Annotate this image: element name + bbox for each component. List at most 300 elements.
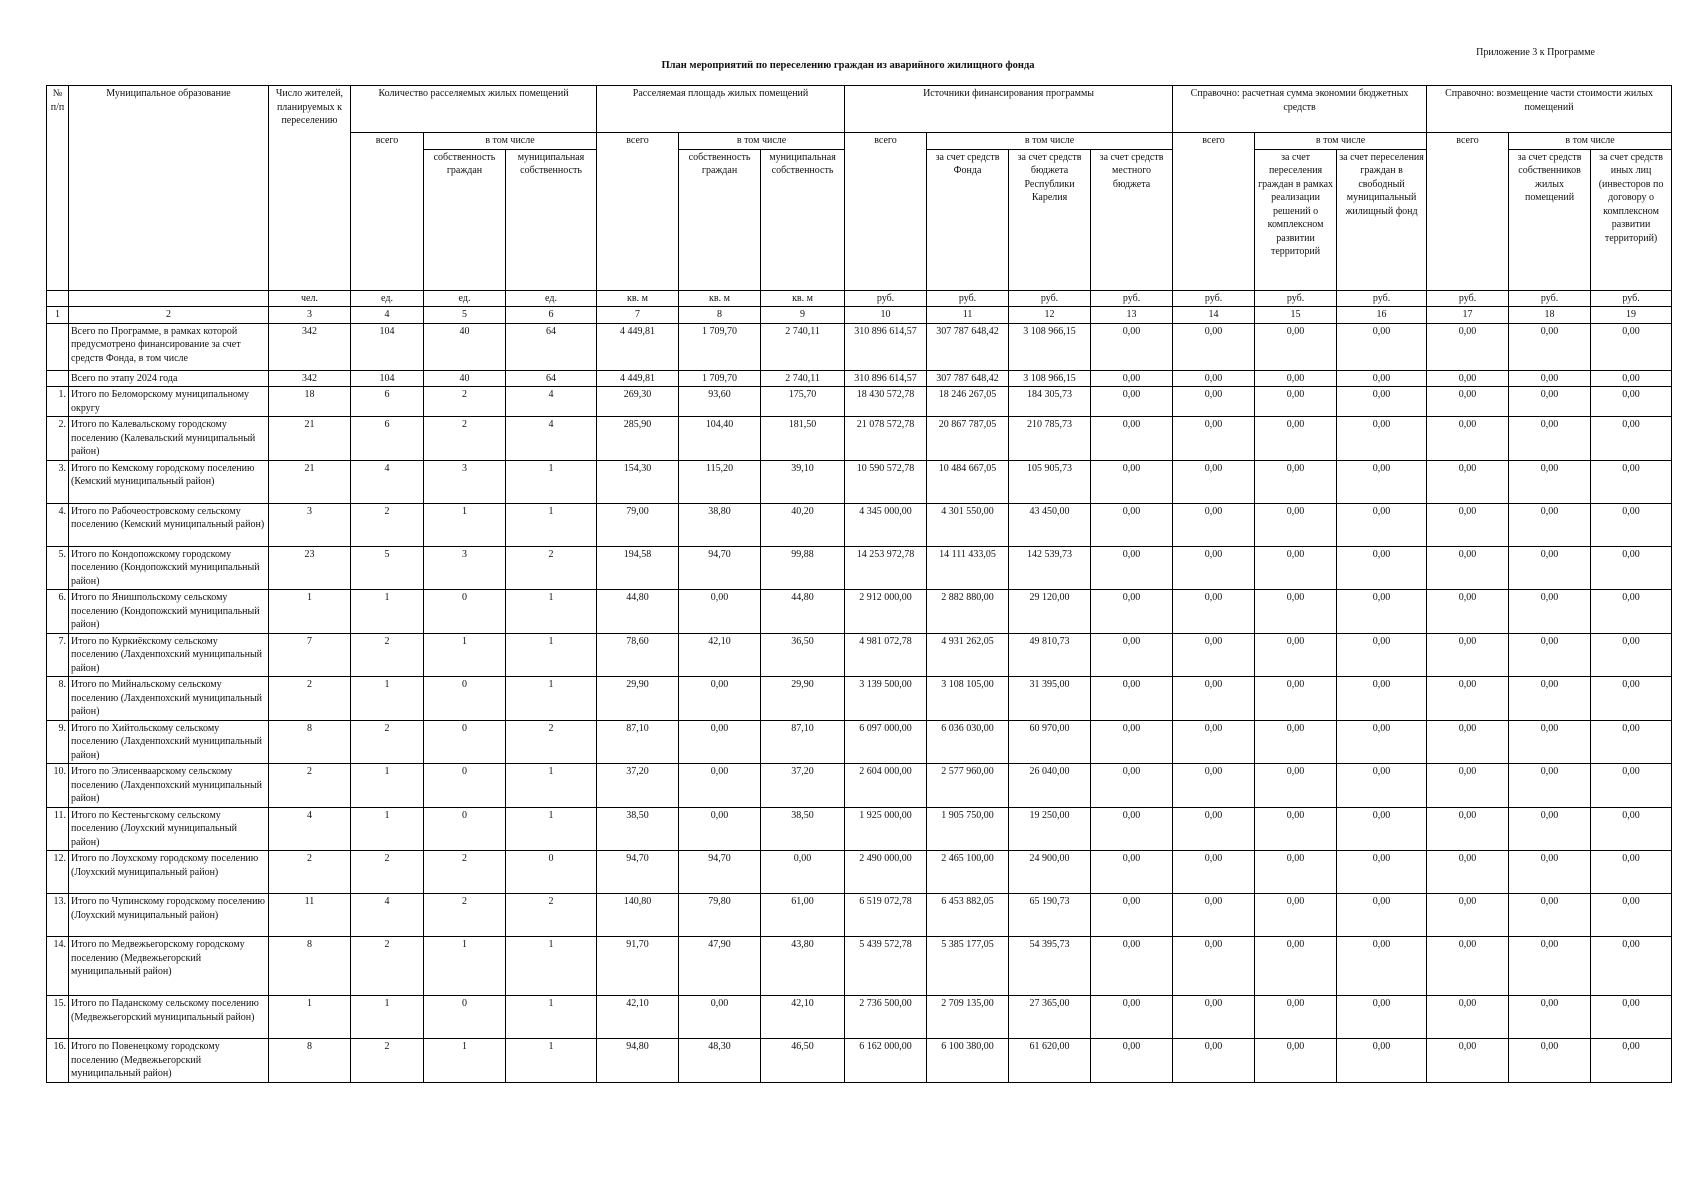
value-cell: 40,20 bbox=[761, 503, 845, 546]
table-row bbox=[47, 503, 1672, 546]
value-cell: 0,00 bbox=[1173, 894, 1255, 937]
row-label: Итого по Элисенваарскому сельскому поселению (Лахденпохский муниципальный район) bbox=[69, 764, 269, 808]
value-cell: 8 bbox=[269, 720, 351, 764]
value-cell: 0,00 bbox=[1091, 590, 1173, 634]
value-cell: 0,00 bbox=[1591, 590, 1672, 634]
column-number-cell: 5 bbox=[424, 307, 506, 324]
value-cell: 24 900,00 bbox=[1009, 851, 1091, 894]
value-cell: 3 bbox=[269, 503, 351, 546]
value-cell: 46,50 bbox=[761, 1039, 845, 1083]
row-label: Итого по Беломорскому муниципальному округу bbox=[69, 387, 269, 417]
value-cell: 1 bbox=[351, 590, 424, 634]
header-area-municipal: муниципальная собственность bbox=[761, 149, 845, 290]
value-cell: 5 439 572,78 bbox=[845, 937, 927, 996]
value-cell: 0,00 bbox=[1427, 503, 1509, 546]
value-cell: 0,00 bbox=[1337, 546, 1427, 590]
value-cell: 0,00 bbox=[1091, 503, 1173, 546]
row-number: 13. bbox=[47, 894, 69, 937]
value-cell: 0,00 bbox=[1091, 677, 1173, 721]
column-number-cell: 6 bbox=[506, 307, 597, 324]
row-label: Итого по Паданскому сельскому поселению (Медвежьегорский муниципальный район) bbox=[69, 996, 269, 1039]
value-cell: 0,00 bbox=[1173, 937, 1255, 996]
row-number: 5. bbox=[47, 546, 69, 590]
unit-cell: руб. bbox=[927, 290, 1009, 307]
table-row bbox=[47, 460, 1672, 503]
value-cell: 0,00 bbox=[1337, 590, 1427, 634]
header-row-groups bbox=[47, 86, 1672, 133]
appendix-note: Приложение 3 к Программе bbox=[1476, 47, 1595, 58]
value-cell: 5 385 177,05 bbox=[927, 937, 1009, 996]
value-cell: 4 345 000,00 bbox=[845, 503, 927, 546]
value-cell: 10 590 572,78 bbox=[845, 460, 927, 503]
table-row bbox=[47, 677, 1672, 721]
value-cell: 0,00 bbox=[1173, 387, 1255, 417]
value-cell: 44,80 bbox=[761, 590, 845, 634]
value-cell: 4 bbox=[351, 460, 424, 503]
value-cell: 2 bbox=[269, 851, 351, 894]
value-cell: 0,00 bbox=[1255, 1039, 1337, 1083]
value-cell: 0,00 bbox=[1509, 807, 1591, 851]
value-cell: 175,70 bbox=[761, 387, 845, 417]
value-cell: 0,00 bbox=[1509, 720, 1591, 764]
value-cell: 2 709 135,00 bbox=[927, 996, 1009, 1039]
value-cell: 0,00 bbox=[1337, 894, 1427, 937]
value-cell: 210 785,73 bbox=[1009, 417, 1091, 461]
column-number-cell: 11 bbox=[927, 307, 1009, 324]
value-cell: 0,00 bbox=[1427, 894, 1509, 937]
value-cell: 0,00 bbox=[1255, 590, 1337, 634]
value-cell: 1 bbox=[506, 677, 597, 721]
value-cell: 0,00 bbox=[1427, 387, 1509, 417]
value-cell: 0,00 bbox=[1173, 460, 1255, 503]
value-cell: 0,00 bbox=[1337, 677, 1427, 721]
value-cell: 18 246 267,05 bbox=[927, 387, 1009, 417]
value-cell: 2 bbox=[351, 851, 424, 894]
value-cell: 40 bbox=[424, 323, 506, 370]
value-cell: 2 736 500,00 bbox=[845, 996, 927, 1039]
header-rooms-group: Количество расселяемых жилых помещений bbox=[351, 86, 597, 133]
column-numbers-row bbox=[47, 307, 1672, 324]
column-number-cell: 14 bbox=[1173, 307, 1255, 324]
value-cell: 0,00 bbox=[1509, 1039, 1591, 1083]
value-cell: 5 bbox=[351, 546, 424, 590]
header-fund: за счет средств Фонда bbox=[927, 149, 1009, 290]
value-cell: 1 bbox=[506, 1039, 597, 1083]
row-label: Итого по Кестеньгскому сельскому поселению (Лоухский муниципальный район) bbox=[69, 807, 269, 851]
value-cell: 0,00 bbox=[1091, 937, 1173, 996]
value-cell: 0,00 bbox=[1255, 677, 1337, 721]
header-savings-complex: за счет переселения граждан в рамках реализации решений о комплексном развитии территорий bbox=[1255, 149, 1337, 290]
value-cell: 0,00 bbox=[1591, 417, 1672, 461]
value-cell: 184 305,73 bbox=[1009, 387, 1091, 417]
value-cell: 0,00 bbox=[1255, 894, 1337, 937]
value-cell: 36,50 bbox=[761, 633, 845, 677]
value-cell: 0,00 bbox=[1337, 370, 1427, 387]
value-cell: 21 bbox=[269, 417, 351, 461]
value-cell: 0,00 bbox=[679, 590, 761, 634]
unit-cell: руб. bbox=[1509, 290, 1591, 307]
value-cell: 0,00 bbox=[1255, 546, 1337, 590]
value-cell: 0,00 bbox=[1173, 764, 1255, 808]
value-cell: 94,70 bbox=[679, 851, 761, 894]
value-cell: 0,00 bbox=[1591, 387, 1672, 417]
value-cell: 140,80 bbox=[597, 894, 679, 937]
value-cell: 0,00 bbox=[1255, 807, 1337, 851]
row-number: 8. bbox=[47, 677, 69, 721]
value-cell: 2 bbox=[351, 720, 424, 764]
value-cell: 104 bbox=[351, 323, 424, 370]
value-cell: 0,00 bbox=[1591, 677, 1672, 721]
value-cell: 4 bbox=[506, 417, 597, 461]
value-cell: 181,50 bbox=[761, 417, 845, 461]
value-cell: 11 bbox=[269, 894, 351, 937]
value-cell: 1 bbox=[269, 590, 351, 634]
value-cell: 4 931 262,05 bbox=[927, 633, 1009, 677]
table-row bbox=[47, 590, 1672, 634]
value-cell: 0,00 bbox=[1591, 851, 1672, 894]
column-number-cell: 4 bbox=[351, 307, 424, 324]
value-cell: 18 430 572,78 bbox=[845, 387, 927, 417]
value-cell: 0,00 bbox=[1509, 996, 1591, 1039]
value-cell: 0 bbox=[424, 677, 506, 721]
row-label: Итого по Повенецкому городскому поселению (Медвежьегорский муниципальный район) bbox=[69, 1039, 269, 1083]
value-cell: 0,00 bbox=[1173, 720, 1255, 764]
value-cell: 0,00 bbox=[1091, 894, 1173, 937]
row-label: Итого по Рабочеостровскому сельскому поселению (Кемский муниципальный район) bbox=[69, 503, 269, 546]
value-cell: 0,00 bbox=[1509, 370, 1591, 387]
header-savings-group: Справочно: расчетная сумма экономии бюджетных средств bbox=[1173, 86, 1427, 133]
value-cell: 0,00 bbox=[1427, 764, 1509, 808]
value-cell: 104 bbox=[351, 370, 424, 387]
unit-cell: руб. bbox=[1173, 290, 1255, 307]
value-cell: 0,00 bbox=[1337, 996, 1427, 1039]
value-cell: 0,00 bbox=[1337, 764, 1427, 808]
value-cell: 0,00 bbox=[1427, 590, 1509, 634]
value-cell: 2 490 000,00 bbox=[845, 851, 927, 894]
value-cell: 0,00 bbox=[1091, 323, 1173, 370]
value-cell: 43 450,00 bbox=[1009, 503, 1091, 546]
row-label: Итого по Кемскому городскому поселению (Кемский муниципальный район) bbox=[69, 460, 269, 503]
header-area-group: Расселяемая площадь жилых помещений bbox=[597, 86, 845, 133]
value-cell: 19 250,00 bbox=[1009, 807, 1091, 851]
value-cell: 0,00 bbox=[1091, 370, 1173, 387]
value-cell: 0,00 bbox=[1427, 370, 1509, 387]
value-cell: 0,00 bbox=[1591, 807, 1672, 851]
value-cell: 0,00 bbox=[1591, 460, 1672, 503]
value-cell: 2 bbox=[506, 720, 597, 764]
value-cell: 0,00 bbox=[1173, 996, 1255, 1039]
value-cell: 0,00 bbox=[1255, 387, 1337, 417]
value-cell: 26 040,00 bbox=[1009, 764, 1091, 808]
value-cell: 0,00 bbox=[1091, 764, 1173, 808]
value-cell: 0,00 bbox=[679, 677, 761, 721]
value-cell: 21 bbox=[269, 460, 351, 503]
value-cell: 1 bbox=[351, 996, 424, 1039]
table-row bbox=[47, 633, 1672, 677]
value-cell: 0,00 bbox=[1173, 503, 1255, 546]
row-number: 10. bbox=[47, 764, 69, 808]
value-cell: 37,20 bbox=[761, 764, 845, 808]
value-cell: 0,00 bbox=[1591, 764, 1672, 808]
value-cell: 6 453 882,05 bbox=[927, 894, 1009, 937]
unit-cell: руб. bbox=[1427, 290, 1509, 307]
value-cell: 0,00 bbox=[1509, 851, 1591, 894]
value-cell: 21 078 572,78 bbox=[845, 417, 927, 461]
value-cell: 0,00 bbox=[1255, 503, 1337, 546]
column-number-cell: 15 bbox=[1255, 307, 1337, 324]
value-cell: 0,00 bbox=[679, 807, 761, 851]
value-cell: 2 bbox=[506, 546, 597, 590]
column-number-cell: 12 bbox=[1009, 307, 1091, 324]
value-cell: 78,60 bbox=[597, 633, 679, 677]
value-cell: 1 bbox=[351, 807, 424, 851]
row-number: 15. bbox=[47, 996, 69, 1039]
header-rooms-total: всего bbox=[351, 133, 424, 291]
value-cell: 0,00 bbox=[1427, 720, 1509, 764]
header-savings-including: в том числе bbox=[1255, 133, 1427, 150]
unit-cell: руб. bbox=[1591, 290, 1672, 307]
value-cell: 6 162 000,00 bbox=[845, 1039, 927, 1083]
unit-cell: руб. bbox=[1009, 290, 1091, 307]
row-number: 12. bbox=[47, 851, 69, 894]
header-area-including: в том числе bbox=[679, 133, 845, 150]
resettlement-plan-table bbox=[46, 85, 1672, 1083]
value-cell: 31 395,00 bbox=[1009, 677, 1091, 721]
value-cell: 0,00 bbox=[679, 996, 761, 1039]
unit-cell: ед. bbox=[506, 290, 597, 307]
value-cell: 0,00 bbox=[1173, 323, 1255, 370]
value-cell: 1 bbox=[506, 937, 597, 996]
value-cell: 99,88 bbox=[761, 546, 845, 590]
value-cell: 1 bbox=[424, 1039, 506, 1083]
header-rooms-including: в том числе bbox=[424, 133, 597, 150]
units-cell bbox=[69, 290, 269, 307]
row-number: 3. bbox=[47, 460, 69, 503]
row-label: Итого по Хийтольскому сельскому поселению (Лахденпохский муниципальный район) bbox=[69, 720, 269, 764]
value-cell: 3 bbox=[424, 546, 506, 590]
row-number bbox=[47, 370, 69, 387]
value-cell: 0,00 bbox=[1173, 1039, 1255, 1083]
value-cell: 0,00 bbox=[1427, 1039, 1509, 1083]
value-cell: 0,00 bbox=[1427, 937, 1509, 996]
value-cell: 4 bbox=[351, 894, 424, 937]
total-row bbox=[47, 323, 1672, 370]
value-cell: 0 bbox=[424, 720, 506, 764]
value-cell: 0,00 bbox=[1509, 937, 1591, 996]
table-row bbox=[47, 546, 1672, 590]
value-cell: 1 905 750,00 bbox=[927, 807, 1009, 851]
value-cell: 0,00 bbox=[1509, 323, 1591, 370]
header-comp-owners: за счет средств собственников жилых помещений bbox=[1509, 149, 1591, 290]
row-label: Итого по Куркиёкскому сельскому поселению (Лахденпохский муниципальный район) bbox=[69, 633, 269, 677]
header-finance-group: Источники финансирования программы bbox=[845, 86, 1173, 133]
value-cell: 0,00 bbox=[1509, 503, 1591, 546]
value-cell: 0,00 bbox=[1337, 851, 1427, 894]
header-savings-total: всего bbox=[1173, 133, 1255, 291]
value-cell: 1 bbox=[506, 807, 597, 851]
header-comp-total: всего bbox=[1427, 133, 1509, 291]
value-cell: 0 bbox=[424, 807, 506, 851]
total-row bbox=[47, 370, 1672, 387]
row-label: Итого по Медвежьегорскому городскому поселению (Медвежьегорский муниципальный район) bbox=[69, 937, 269, 996]
table-row bbox=[47, 387, 1672, 417]
value-cell: 0,00 bbox=[1509, 546, 1591, 590]
value-cell: 0,00 bbox=[1173, 370, 1255, 387]
value-cell: 1 bbox=[269, 996, 351, 1039]
value-cell: 0,00 bbox=[1427, 851, 1509, 894]
value-cell: 0,00 bbox=[1091, 633, 1173, 677]
value-cell: 87,10 bbox=[597, 720, 679, 764]
value-cell: 2 bbox=[424, 417, 506, 461]
value-cell: 2 bbox=[269, 764, 351, 808]
value-cell: 7 bbox=[269, 633, 351, 677]
value-cell: 0,00 bbox=[1509, 590, 1591, 634]
column-number-cell: 13 bbox=[1091, 307, 1173, 324]
value-cell: 2 bbox=[351, 1039, 424, 1083]
column-number-cell: 18 bbox=[1509, 307, 1591, 324]
value-cell: 47,90 bbox=[679, 937, 761, 996]
value-cell: 42,10 bbox=[679, 633, 761, 677]
header-savings-free-fund: за счет переселения граждан в свободный муниципальный жилищный фонд bbox=[1337, 149, 1427, 290]
value-cell: 14 253 972,78 bbox=[845, 546, 927, 590]
row-label: Итого по Лоухскому городскому поселению (Лоухский муниципальный район) bbox=[69, 851, 269, 894]
value-cell: 2 604 000,00 bbox=[845, 764, 927, 808]
column-number-cell: 2 bbox=[69, 307, 269, 324]
column-number-cell: 7 bbox=[597, 307, 679, 324]
value-cell: 2 912 000,00 bbox=[845, 590, 927, 634]
row-number: 9. bbox=[47, 720, 69, 764]
value-cell: 0,00 bbox=[1337, 937, 1427, 996]
value-cell: 38,80 bbox=[679, 503, 761, 546]
value-cell: 0 bbox=[424, 764, 506, 808]
row-number: 11. bbox=[47, 807, 69, 851]
page-title: План мероприятий по переселению граждан из аварийного жилищного фонда bbox=[661, 60, 1035, 71]
value-cell: 0,00 bbox=[679, 764, 761, 808]
value-cell: 4 981 072,78 bbox=[845, 633, 927, 677]
value-cell: 0,00 bbox=[1427, 633, 1509, 677]
value-cell: 2 bbox=[351, 503, 424, 546]
value-cell: 0,00 bbox=[1427, 460, 1509, 503]
value-cell: 93,60 bbox=[679, 387, 761, 417]
unit-cell: руб. bbox=[1091, 290, 1173, 307]
value-cell: 18 bbox=[269, 387, 351, 417]
value-cell: 2 465 100,00 bbox=[927, 851, 1009, 894]
value-cell: 0,00 bbox=[1091, 546, 1173, 590]
value-cell: 60 970,00 bbox=[1009, 720, 1091, 764]
value-cell: 0,00 bbox=[1173, 417, 1255, 461]
value-cell: 0,00 bbox=[1591, 323, 1672, 370]
value-cell: 1 bbox=[424, 937, 506, 996]
value-cell: 6 bbox=[351, 417, 424, 461]
value-cell: 20 867 787,05 bbox=[927, 417, 1009, 461]
value-cell: 142 539,73 bbox=[1009, 546, 1091, 590]
row-label: Итого по Мийнальскому сельскому поселению (Лахденпохский муниципальный район) bbox=[69, 677, 269, 721]
value-cell: 3 108 966,15 bbox=[1009, 323, 1091, 370]
value-cell: 0,00 bbox=[1509, 894, 1591, 937]
value-cell: 2 577 960,00 bbox=[927, 764, 1009, 808]
header-num: № п/п bbox=[47, 86, 69, 291]
value-cell: 0,00 bbox=[1173, 677, 1255, 721]
value-cell: 2 bbox=[506, 894, 597, 937]
value-cell: 0,00 bbox=[1427, 323, 1509, 370]
unit-cell: кв. м bbox=[761, 290, 845, 307]
value-cell: 0,00 bbox=[1173, 633, 1255, 677]
value-cell: 0,00 bbox=[1591, 370, 1672, 387]
row-label: Всего по Программе, в рамках которой предусмотрено финансирование за счет средств Фонда, в том числе bbox=[69, 323, 269, 370]
value-cell: 29,90 bbox=[761, 677, 845, 721]
value-cell: 0,00 bbox=[1591, 996, 1672, 1039]
value-cell: 4 bbox=[269, 807, 351, 851]
value-cell: 1 bbox=[424, 633, 506, 677]
value-cell: 94,70 bbox=[597, 851, 679, 894]
value-cell: 0,00 bbox=[1427, 807, 1509, 851]
value-cell: 4 bbox=[506, 387, 597, 417]
value-cell: 0,00 bbox=[1591, 720, 1672, 764]
value-cell: 0,00 bbox=[1509, 677, 1591, 721]
value-cell: 6 519 072,78 bbox=[845, 894, 927, 937]
value-cell: 0,00 bbox=[1337, 323, 1427, 370]
value-cell: 1 709,70 bbox=[679, 370, 761, 387]
value-cell: 1 925 000,00 bbox=[845, 807, 927, 851]
header-residents: Число жителей, планируемых к переселению bbox=[269, 86, 351, 291]
value-cell: 307 787 648,42 bbox=[927, 370, 1009, 387]
value-cell: 40 bbox=[424, 370, 506, 387]
value-cell: 1 bbox=[351, 677, 424, 721]
unit-cell: руб. bbox=[845, 290, 927, 307]
value-cell: 44,80 bbox=[597, 590, 679, 634]
value-cell: 1 bbox=[506, 590, 597, 634]
table-row bbox=[47, 1039, 1672, 1083]
value-cell: 0,00 bbox=[1427, 546, 1509, 590]
row-label: Итого по Янишпольскому сельскому поселению (Кондопожский муниципальный район) bbox=[69, 590, 269, 634]
header-compensation-group: Справочно: возмещение части стоимости жилых помещений bbox=[1427, 86, 1672, 133]
value-cell: 285,90 bbox=[597, 417, 679, 461]
value-cell: 2 bbox=[351, 937, 424, 996]
value-cell: 0,00 bbox=[1255, 417, 1337, 461]
value-cell: 54 395,73 bbox=[1009, 937, 1091, 996]
value-cell: 0,00 bbox=[1591, 1039, 1672, 1083]
value-cell: 0,00 bbox=[761, 851, 845, 894]
value-cell: 0,00 bbox=[1427, 417, 1509, 461]
value-cell: 94,80 bbox=[597, 1039, 679, 1083]
value-cell: 61,00 bbox=[761, 894, 845, 937]
row-number: 7. bbox=[47, 633, 69, 677]
value-cell: 6 036 030,00 bbox=[927, 720, 1009, 764]
value-cell: 0,00 bbox=[1255, 323, 1337, 370]
table-row bbox=[47, 417, 1672, 461]
unit-cell: руб. bbox=[1255, 290, 1337, 307]
value-cell: 29,90 bbox=[597, 677, 679, 721]
value-cell: 310 896 614,57 bbox=[845, 323, 927, 370]
unit-cell: руб. bbox=[1337, 290, 1427, 307]
value-cell: 27 365,00 bbox=[1009, 996, 1091, 1039]
value-cell: 0 bbox=[424, 996, 506, 1039]
value-cell: 0,00 bbox=[1591, 546, 1672, 590]
value-cell: 0,00 bbox=[1509, 417, 1591, 461]
value-cell: 61 620,00 bbox=[1009, 1039, 1091, 1083]
value-cell: 0,00 bbox=[1255, 370, 1337, 387]
value-cell: 307 787 648,42 bbox=[927, 323, 1009, 370]
value-cell: 269,30 bbox=[597, 387, 679, 417]
value-cell: 0,00 bbox=[1427, 996, 1509, 1039]
value-cell: 38,50 bbox=[761, 807, 845, 851]
unit-cell: кв. м bbox=[679, 290, 761, 307]
value-cell: 6 097 000,00 bbox=[845, 720, 927, 764]
row-label: Итого по Калевальскому городскому поселению (Калевальский муниципальный район) bbox=[69, 417, 269, 461]
value-cell: 0,00 bbox=[1337, 460, 1427, 503]
units-row bbox=[47, 290, 1672, 307]
value-cell: 194,58 bbox=[597, 546, 679, 590]
